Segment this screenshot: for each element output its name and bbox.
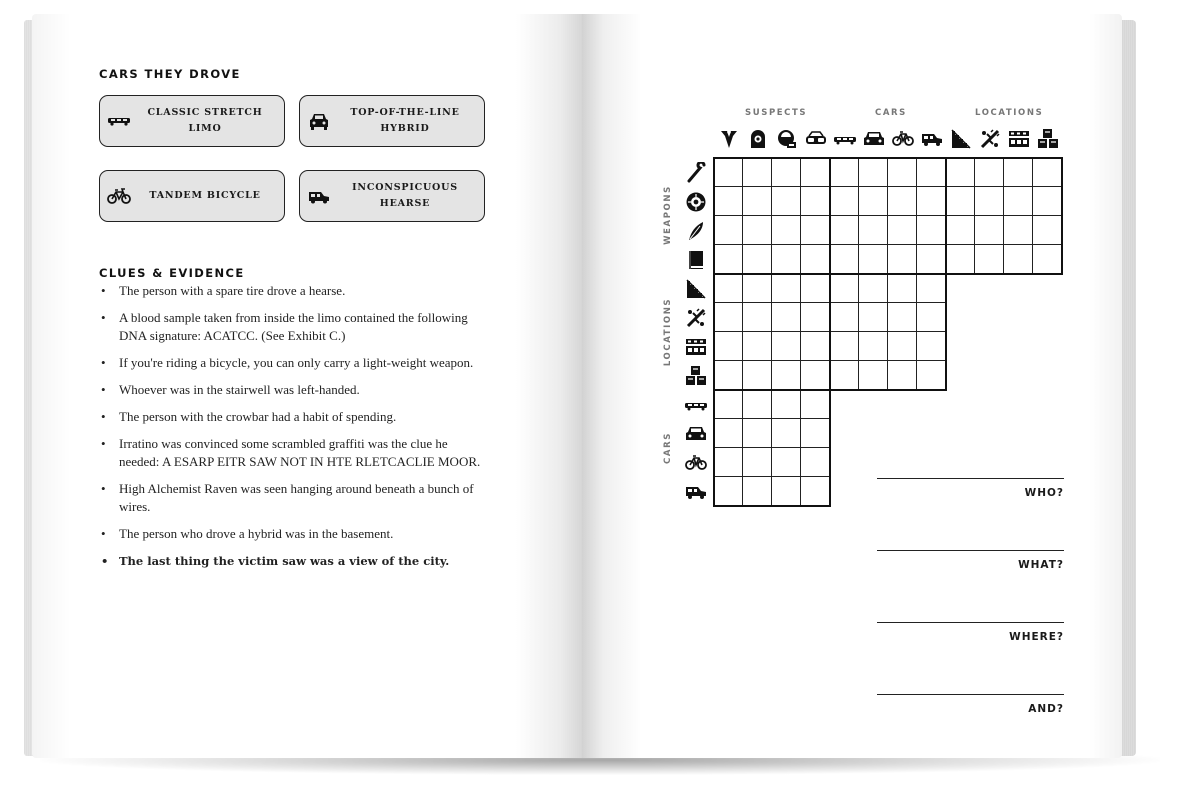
- clue-item: • If you're riding a bicycle, you can only carry a light-weight weapon.: [99, 354, 487, 372]
- car-card-bicycle: [99, 170, 285, 222]
- column-group-cars: CARS: [875, 108, 907, 118]
- wires-icon: [681, 303, 710, 332]
- row-group-cars: CARS: [663, 432, 673, 464]
- grid-cell[interactable]: [772, 390, 801, 419]
- tuxedo-icon: [714, 124, 743, 153]
- hearse-icon: [681, 477, 710, 506]
- clue-item: • Whoever was in the stairwell was left-handed.: [99, 381, 487, 399]
- grid-cell[interactable]: [714, 216, 743, 245]
- clue-item: • A blood sample taken from inside the limo contained the following DNA signature: ACATCC. (See Exhibit C.): [99, 309, 487, 345]
- answer-line-what[interactable]: [877, 550, 1064, 551]
- car-card-hearse: [299, 170, 485, 222]
- grid-cell[interactable]: [743, 216, 772, 245]
- grid-cell[interactable]: [830, 245, 859, 274]
- hybrid-car-icon: [681, 419, 710, 448]
- grid-cell[interactable]: [743, 245, 772, 274]
- grid-cell[interactable]: [743, 361, 772, 390]
- grid-cell[interactable]: [946, 245, 975, 274]
- feather-icon: [681, 216, 710, 245]
- grid-cell[interactable]: [714, 245, 743, 274]
- basement-icon: [1004, 124, 1033, 153]
- grid-cell[interactable]: [801, 187, 830, 216]
- car-label: CLASSIC STRETCH LIMO: [147, 107, 263, 134]
- grid-cell[interactable]: [888, 216, 917, 245]
- grid-cell[interactable]: [772, 303, 801, 332]
- grid-cell[interactable]: [888, 332, 917, 361]
- grid-cell[interactable]: [772, 216, 801, 245]
- wires-icon: [975, 124, 1004, 153]
- grid-cell[interactable]: [714, 158, 743, 187]
- grid-cell[interactable]: [830, 332, 859, 361]
- row-group-weapons: WEAPONS: [663, 185, 673, 245]
- grid-cell[interactable]: [714, 303, 743, 332]
- hearse-icon: [917, 124, 946, 153]
- clue-item-key: • The last thing the victim saw was a view of the city.: [99, 552, 487, 570]
- grid-cell[interactable]: [772, 187, 801, 216]
- grid-cell[interactable]: [801, 303, 830, 332]
- grid-cell[interactable]: [714, 361, 743, 390]
- grid-cell[interactable]: [772, 245, 801, 274]
- grid-cell[interactable]: [830, 274, 859, 303]
- clues-list: [99, 282, 487, 579]
- grid-cell[interactable]: [801, 274, 830, 303]
- grid-cell[interactable]: [772, 361, 801, 390]
- basement-icon: [681, 332, 710, 361]
- grid-cell[interactable]: [830, 361, 859, 390]
- limo-icon: [830, 124, 859, 153]
- book-icon: [681, 245, 710, 274]
- grid-cell[interactable]: [801, 332, 830, 361]
- grid-cell[interactable]: [917, 216, 946, 245]
- grid-cell[interactable]: [1004, 187, 1033, 216]
- clue-item: • The person with a spare tire drove a hearse.: [99, 282, 487, 300]
- grid-cell[interactable]: [946, 158, 975, 187]
- answer-label-and: AND?: [1028, 703, 1064, 715]
- grid-cell[interactable]: [772, 419, 801, 448]
- limo-icon: [681, 390, 710, 419]
- grid-cell[interactable]: [772, 477, 801, 506]
- stairwell-icon: [946, 124, 975, 153]
- grid-cell[interactable]: [743, 332, 772, 361]
- answer-label-where: WHERE?: [1009, 631, 1064, 643]
- boxes-icon: [681, 361, 710, 390]
- clue-item: • The person who drove a hybrid was in the basement.: [99, 525, 487, 543]
- grid-cell[interactable]: [714, 448, 743, 477]
- hearse-icon: [300, 188, 338, 204]
- crowbar-icon: [681, 158, 710, 187]
- grid-cell[interactable]: [888, 303, 917, 332]
- grid-cell[interactable]: [801, 477, 830, 506]
- car-card-hybrid: [299, 95, 485, 147]
- grid-cell[interactable]: [917, 158, 946, 187]
- grid-cell[interactable]: [917, 332, 946, 361]
- grid-cell[interactable]: [801, 361, 830, 390]
- grid-cell[interactable]: [859, 158, 888, 187]
- grid-cell[interactable]: [917, 245, 946, 274]
- stairwell-icon: [681, 274, 710, 303]
- grid-cell[interactable]: [975, 216, 1004, 245]
- grid-cell[interactable]: [975, 158, 1004, 187]
- answer-label-what: WHAT?: [1018, 559, 1064, 571]
- grid-cell[interactable]: [830, 303, 859, 332]
- grid-cell[interactable]: [801, 448, 830, 477]
- grid-cell[interactable]: [714, 187, 743, 216]
- answer-line-who[interactable]: [877, 478, 1064, 479]
- grid-cell[interactable]: [743, 187, 772, 216]
- bicycle-icon: [681, 448, 710, 477]
- grid-cell[interactable]: [859, 245, 888, 274]
- boxes-icon: [1033, 124, 1062, 153]
- answer-label-who: WHO?: [1024, 487, 1064, 499]
- grid-cell[interactable]: [859, 332, 888, 361]
- grid-cell[interactable]: [743, 448, 772, 477]
- grid-cell[interactable]: [743, 303, 772, 332]
- grid-cell[interactable]: [772, 332, 801, 361]
- grid-cell[interactable]: [1033, 245, 1062, 274]
- grid-cell[interactable]: [1033, 158, 1062, 187]
- grid-cell[interactable]: [917, 274, 946, 303]
- grid-cell[interactable]: [1004, 245, 1033, 274]
- grid-cell[interactable]: [714, 419, 743, 448]
- limo-icon: [100, 115, 138, 127]
- grid-cell[interactable]: [743, 274, 772, 303]
- bicycle-icon: [100, 188, 138, 204]
- grid-cell[interactable]: [772, 448, 801, 477]
- grid-cell[interactable]: [830, 216, 859, 245]
- row-group-locations: LOCATIONS: [663, 297, 673, 367]
- grid-cell[interactable]: [917, 303, 946, 332]
- grid-cell[interactable]: [714, 332, 743, 361]
- answer-line-where[interactable]: [877, 622, 1064, 623]
- grid-cell[interactable]: [888, 187, 917, 216]
- grid-cell[interactable]: [801, 390, 830, 419]
- astronaut-helmet-icon: [772, 124, 801, 153]
- cars-heading: CARS THEY DROVE: [99, 67, 241, 81]
- grid-cell[interactable]: [1004, 158, 1033, 187]
- grid-cell[interactable]: [772, 274, 801, 303]
- grid-cell[interactable]: [801, 158, 830, 187]
- grid-cell[interactable]: [888, 361, 917, 390]
- grid-cell[interactable]: [1004, 216, 1033, 245]
- car-label: TOP-OF-THE-LINE HYBRID: [350, 107, 460, 134]
- grid-cell[interactable]: [714, 274, 743, 303]
- grid-cell[interactable]: [859, 216, 888, 245]
- grid-cell[interactable]: [801, 245, 830, 274]
- clue-item: • Irratino was convinced some scrambled graffiti was the clue he needed: A ESARP EITR SAW NOT IN HTE RLETCACLIE MOOR.: [99, 435, 487, 471]
- grid-cell[interactable]: [801, 419, 830, 448]
- grid-cell[interactable]: [743, 158, 772, 187]
- grid-cell[interactable]: [917, 187, 946, 216]
- grid-cell[interactable]: [714, 477, 743, 506]
- grid-cell[interactable]: [1033, 216, 1062, 245]
- grid-cell[interactable]: [888, 158, 917, 187]
- column-group-locations: LOCATIONS: [975, 108, 1044, 118]
- car-card-limo: [99, 95, 285, 147]
- grid-cell[interactable]: [946, 216, 975, 245]
- answer-line-and[interactable]: [877, 694, 1064, 695]
- clues-heading: CLUES & EVIDENCE: [99, 266, 245, 280]
- bicycle-icon: [888, 124, 917, 153]
- grid-cell[interactable]: [975, 187, 1004, 216]
- grid-cell[interactable]: [830, 158, 859, 187]
- grid-cell[interactable]: [830, 187, 859, 216]
- grid-cell[interactable]: [859, 187, 888, 216]
- grid-cell[interactable]: [888, 245, 917, 274]
- hooded-figure-icon: [743, 124, 772, 153]
- grid-cell[interactable]: [888, 274, 917, 303]
- grid-cell[interactable]: [917, 361, 946, 390]
- clue-item: • The person with the crowbar had a habit of spending.: [99, 408, 487, 426]
- grid-cell[interactable]: [743, 477, 772, 506]
- hybrid-car-icon: [859, 124, 888, 153]
- goggles-icon: [801, 124, 830, 153]
- grid-cell[interactable]: [743, 390, 772, 419]
- grid-cell[interactable]: [714, 390, 743, 419]
- right-page-edges: [1120, 20, 1136, 756]
- grid-cell[interactable]: [975, 245, 1004, 274]
- grid-cell[interactable]: [772, 158, 801, 187]
- grid-cell[interactable]: [859, 274, 888, 303]
- car-label: TANDEM BICYCLE: [149, 190, 261, 201]
- car-label: INCONSPICUOUS HEARSE: [352, 182, 458, 209]
- grid-cell[interactable]: [859, 361, 888, 390]
- spare-tire-icon: [681, 187, 710, 216]
- grid-cell[interactable]: [743, 419, 772, 448]
- grid-cell[interactable]: [946, 187, 975, 216]
- grid-cell[interactable]: [859, 303, 888, 332]
- hybrid-car-icon: [300, 111, 338, 131]
- grid-cell[interactable]: [801, 216, 830, 245]
- column-group-suspects: SUSPECTS: [745, 108, 808, 118]
- grid-cell[interactable]: [1033, 187, 1062, 216]
- clue-item: • High Alchemist Raven was seen hanging around beneath a bunch of wires.: [99, 480, 487, 516]
